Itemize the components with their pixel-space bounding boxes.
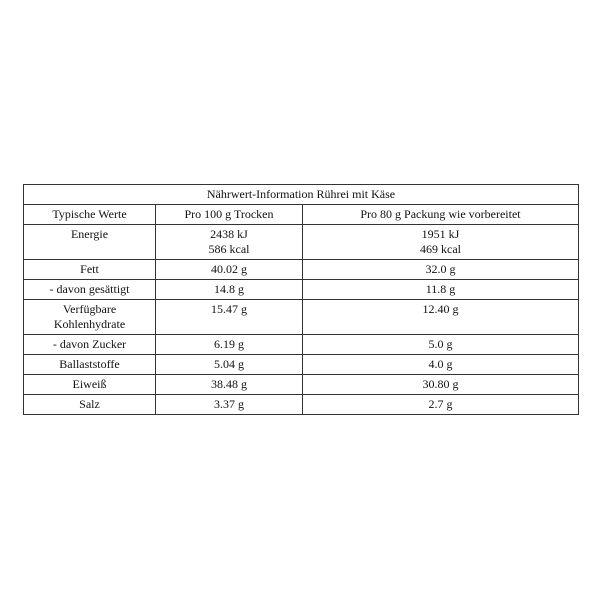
row-value-per100: 6.19 g [156,335,303,355]
row-value-per80: 4.0 g [303,355,579,375]
row-value-per100: 38.48 g [156,375,303,395]
row-value-per80: 2.7 g [303,395,579,415]
nutrition-table [23,184,579,415]
row-value-per80: 5.0 g [303,335,579,355]
row-value-per100: 40.02 g [156,260,303,280]
table-row [24,335,579,355]
table-row [24,260,579,280]
row-value-per100: 14.8 g [156,280,303,300]
row-value-per100: 15.47 g [156,300,303,335]
row-label: Fett [24,260,156,280]
row-label: Ballaststoffe [24,355,156,375]
table-title-row [24,185,579,205]
row-label: Eiweiß [24,375,156,395]
row-value-per100: 5.04 g [156,355,303,375]
row-label: Salz [24,395,156,415]
row-value-per100: 2438 kJ 586 kcal [156,225,303,260]
table-header-row [24,205,579,225]
row-value-per80: 12.40 g [303,300,579,335]
header-per-80g: Pro 80 g Packung wie vorbereitet [303,205,579,225]
row-label: - davon Zucker [24,335,156,355]
row-value-per80: 1951 kJ 469 kcal [303,225,579,260]
header-typical-values: Typische Werte [24,205,156,225]
table-row [24,355,579,375]
row-value-per80: 11.8 g [303,280,579,300]
row-label: Energie [24,225,156,260]
row-value-per80: 32.0 g [303,260,579,280]
row-label: - davon gesättigt [24,280,156,300]
table-row [24,375,579,395]
table-row [24,225,579,260]
table-row [24,300,579,335]
table-row [24,395,579,415]
table-title: Nährwert-Information Rührei mit Käse [24,185,579,205]
table-row [24,280,579,300]
row-value-per100: 3.37 g [156,395,303,415]
row-value-per80: 30.80 g [303,375,579,395]
row-label: Verfügbare Kohlenhydrate [24,300,156,335]
header-per-100g: Pro 100 g Trocken [156,205,303,225]
